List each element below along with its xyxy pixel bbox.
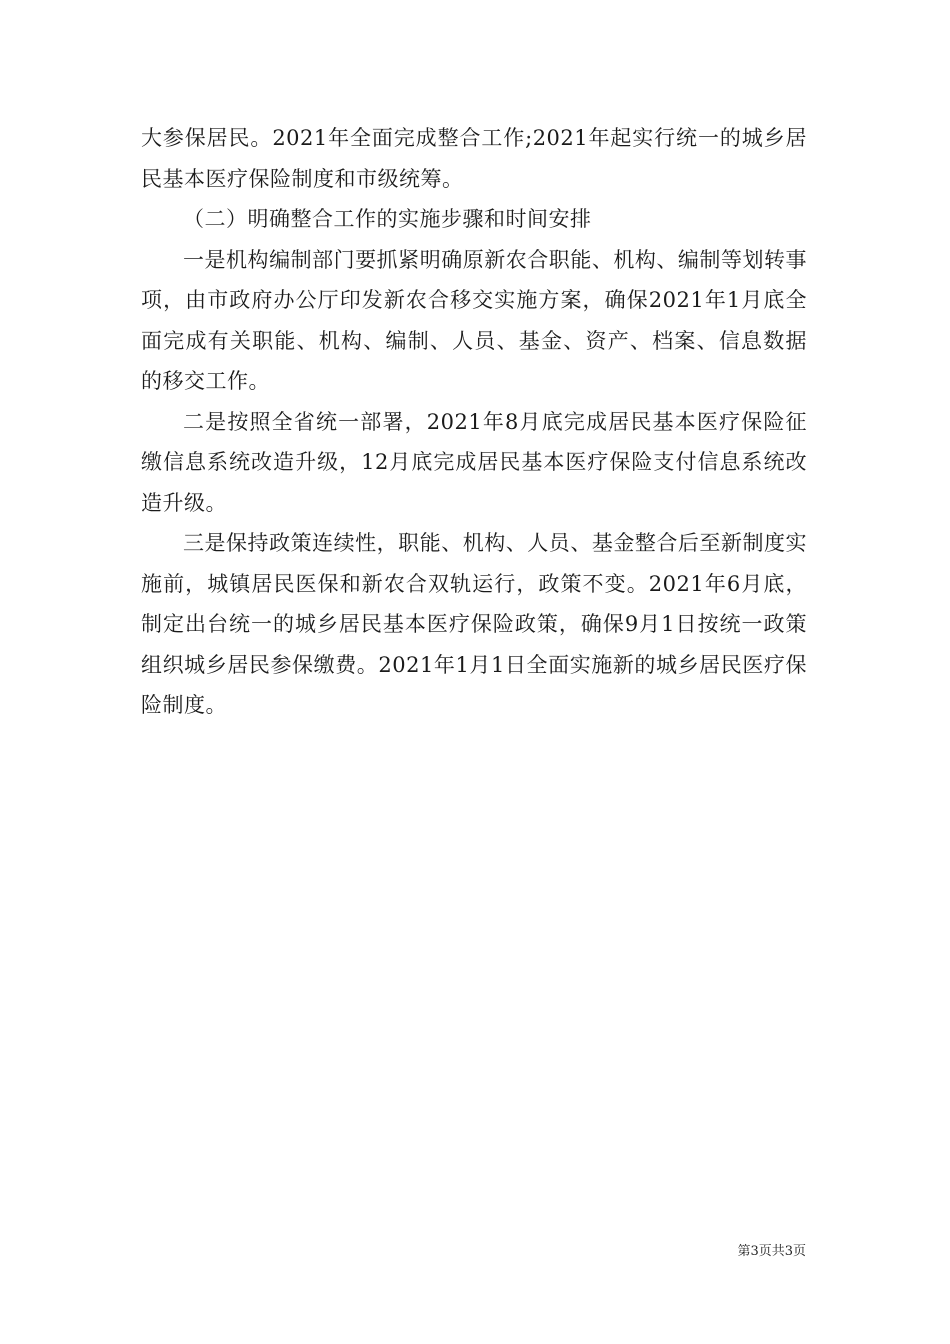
page-number-footer: 第3页共3页	[737, 1244, 806, 1259]
paragraph-step-three: 三是保持政策连续性，职能、机构、人员、基金整合后至新制度实施前，城镇居民医保和新农合双轨运行，政策不变。2021年6月底，制定出台统一的城乡居民基本医疗保险政策，确保9月1日按统一政策组织城乡居民参保缴费。2021年1月1日全面实施新的城乡居民医疗保险制度。	[141, 531, 807, 717]
paragraph-continuation: 大参保居民。2021年全面完成整合工作;2021年起实行统一的城乡居民基本医疗保险制度和市级统筹。	[141, 126, 807, 191]
section-heading: （二）明确整合工作的实施步骤和时间安排	[183, 207, 592, 231]
paragraph-step-two: 二是按照全省统一部署，2021年8月底完成居民基本医疗保险征缴信息系统改造升级，12月底完成居民基本医疗保险支付信息系统改造升级。	[141, 409, 807, 515]
document-body	[141, 118, 807, 726]
paragraph-step-one: 一是机构编制部门要抓紧明确原新农合职能、机构、编制等划转事项，由市政府办公厅印发新农合移交实施方案，确保2021年1月底全面完成有关职能、机构、编制、人员、基金、资产、档案、信息数据的移交工作。	[141, 247, 807, 393]
